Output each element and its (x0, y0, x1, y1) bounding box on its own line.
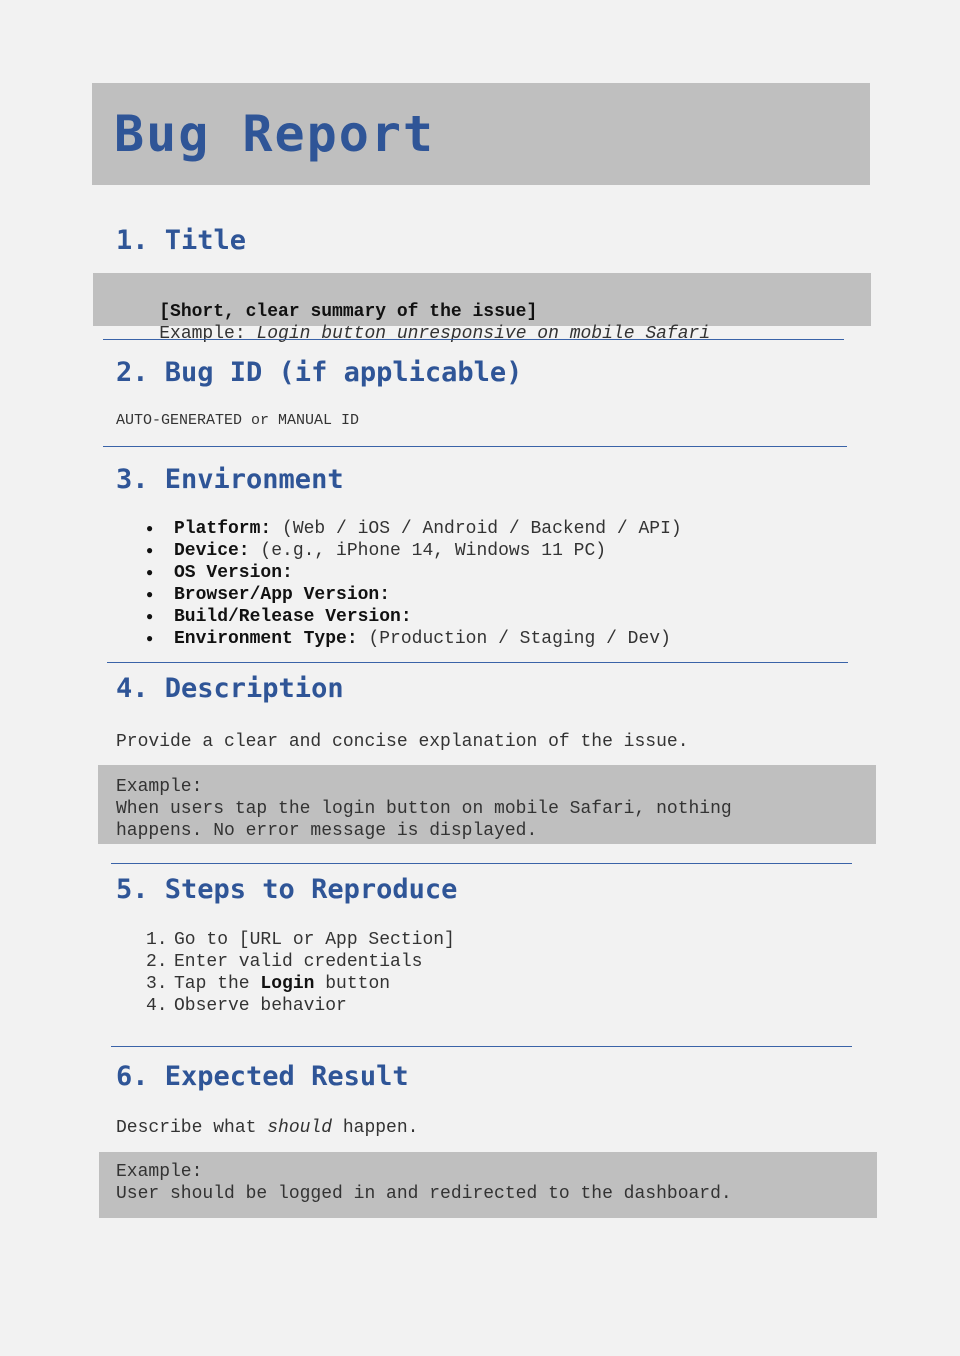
environment-item: ● Build/Release Version: (146, 606, 682, 628)
description-example-line: When users tap the login button on mobile Safari, nothing (116, 799, 732, 819)
description-example-box (98, 765, 876, 844)
step-item: 1. Go to [URL or App Section] (146, 930, 455, 950)
step-item: 2. Enter valid credentials (146, 952, 423, 972)
environment-item: ● Environment Type: (Production / Staging / Dev) (146, 628, 682, 650)
section-heading-expected: 6. Expected Result (116, 1061, 409, 1092)
environment-item: ● OS Version: (146, 562, 682, 584)
divider (111, 1046, 852, 1047)
page-title: Bug Report (114, 105, 436, 163)
environment-list (146, 518, 682, 650)
expected-example-label: Example: (116, 1162, 203, 1182)
divider (103, 339, 844, 340)
environment-item: ● Browser/App Version: (146, 584, 682, 606)
description-intro: Provide a clear and concise explanation of the issue. (116, 732, 689, 752)
step-item: 3. Tap the Login button (146, 974, 391, 994)
section-heading-title: 1. Title (116, 225, 247, 256)
bug-id-text: AUTO-GENERATED or MANUAL ID (116, 412, 360, 429)
environment-item: ● Device: (e.g., iPhone 14, Windows 11 PC) (146, 540, 682, 562)
expected-intro: Describe what should happen. (116, 1118, 419, 1138)
title-box (93, 273, 871, 344)
title-banner (92, 83, 870, 185)
title-example-label: Example: (159, 324, 246, 344)
section-heading-steps: 5. Steps to Reproduce (116, 874, 458, 905)
divider (107, 662, 848, 663)
title-placeholder: [Short, clear summary of the issue] (159, 302, 538, 322)
section-heading-bug-id: 2. Bug ID (if applicable) (116, 357, 523, 388)
environment-item: ● Platform: (Web / iOS / Android / Backend / API) (146, 518, 682, 540)
divider (103, 446, 847, 447)
description-example-line: happens. No error message is displayed. (116, 821, 538, 841)
expected-example-box (99, 1152, 877, 1218)
step-item: 4. Observe behavior (146, 996, 347, 1016)
steps-list (146, 929, 455, 1017)
description-example-label: Example: (116, 777, 203, 797)
divider (111, 863, 852, 864)
section-heading-environment: 3. Environment (116, 464, 344, 495)
title-example-text: Login button unresponsive on mobile Safari (256, 324, 711, 344)
section-heading-description: 4. Description (116, 673, 344, 704)
expected-example-text: User should be logged in and redirected to the dashboard. (116, 1184, 732, 1204)
